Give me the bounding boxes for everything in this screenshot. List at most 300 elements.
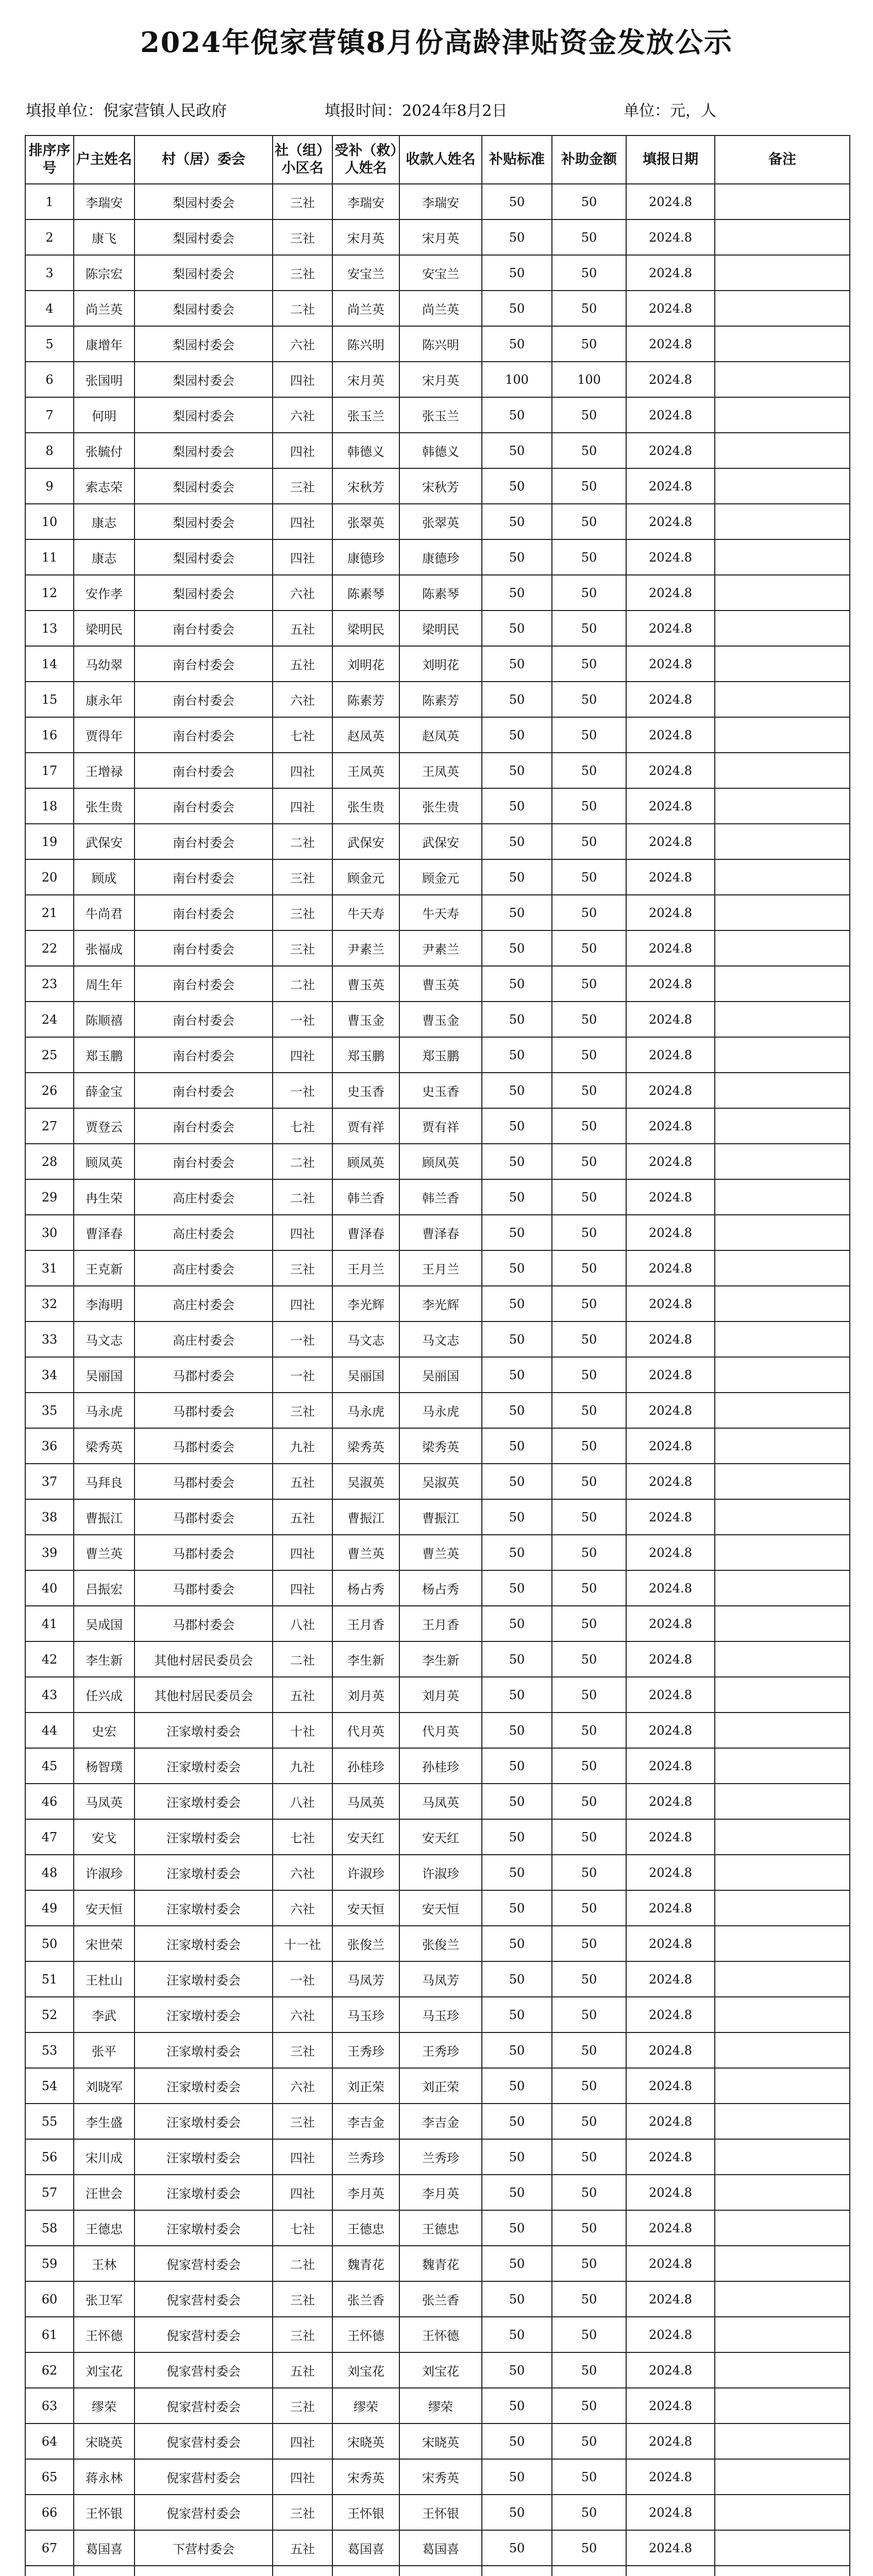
standard-cell: 50	[482, 1641, 552, 1677]
village-committee-cell: 倪家营村委会	[135, 2495, 273, 2530]
group-cell	[273, 2566, 332, 2576]
village-committee-cell: 南台村委会	[135, 611, 273, 646]
household-head-cell: 宋世荣	[74, 1926, 135, 1961]
household-head-cell: 李瑞安	[74, 184, 135, 219]
table-row	[25, 1570, 850, 1606]
household-head-cell: 康志	[74, 539, 135, 575]
remark-cell	[715, 433, 850, 468]
remark-cell	[715, 1570, 850, 1606]
table-row	[25, 2175, 850, 2210]
recipient-cell: 杨占秀	[332, 1570, 399, 1606]
household-head-cell: 何明	[74, 397, 135, 433]
table-row	[25, 2530, 850, 2566]
table-row	[25, 2388, 850, 2424]
recipient-cell: 代月英	[332, 1713, 399, 1748]
header-cell: 排序序号	[25, 135, 74, 184]
village-committee-cell: 其他村居民委员会	[135, 1677, 273, 1713]
seq-cell: 20	[25, 859, 74, 895]
group-cell: 二社	[273, 824, 332, 859]
payee-cell: 马文志	[399, 1321, 482, 1357]
amount-cell: 50	[552, 1464, 626, 1499]
table-row	[25, 895, 850, 930]
date-cell: 2024.8	[626, 1748, 715, 1784]
amount-cell: 50	[552, 1535, 626, 1570]
remark-cell	[715, 1890, 850, 1926]
date-cell: 2024.8	[626, 1499, 715, 1535]
amount-cell: 50	[552, 1357, 626, 1393]
payee-cell: 曹玉英	[399, 966, 482, 1002]
recipient-cell: 宋秀英	[332, 2459, 399, 2495]
seq-cell: 61	[25, 2317, 74, 2352]
recipient-cell: 王怀银	[332, 2495, 399, 2530]
payee-cell: 陈素琴	[399, 575, 482, 611]
recipient-cell: 马玉珍	[332, 1997, 399, 2032]
payee-cell: 马凤芳	[399, 1961, 482, 1997]
date-cell: 2024.8	[626, 2175, 715, 2210]
payee-cell: 宋晓英	[399, 2424, 482, 2459]
village-committee-cell: 梨园村委会	[135, 219, 273, 255]
seq-cell: 52	[25, 1997, 74, 2032]
village-committee-cell: 马郡村委会	[135, 1464, 273, 1499]
standard-cell: 50	[482, 859, 552, 895]
standard-cell: 50	[482, 219, 552, 255]
date-cell: 2024.8	[626, 1961, 715, 1997]
seq-cell: 37	[25, 1464, 74, 1499]
village-committee-cell: 汪家墩村委会	[135, 1961, 273, 1997]
standard-cell: 50	[482, 2424, 552, 2459]
standard-cell: 50	[482, 1961, 552, 1997]
amount-cell: 50	[552, 824, 626, 859]
payee-cell: 尚兰英	[399, 291, 482, 326]
recipient-cell: 兰秀珍	[332, 2139, 399, 2175]
table-row	[25, 1855, 850, 1890]
household-head-cell: 王克新	[74, 1250, 135, 1286]
village-committee-cell: 汪家墩村委会	[135, 1890, 273, 1926]
seq-cell: 51	[25, 1961, 74, 1997]
village-committee-cell: 倪家营村委会	[135, 2352, 273, 2388]
household-head-cell: 吕振宏	[74, 1570, 135, 1606]
village-committee-cell: 南台村委会	[135, 1002, 273, 1037]
table-row	[25, 859, 850, 895]
date-cell: 2024.8	[626, 2352, 715, 2388]
amount-cell: 50	[552, 895, 626, 930]
standard-cell	[482, 2566, 552, 2576]
group-cell: 一社	[273, 1321, 332, 1357]
recipient-cell: 康德珍	[332, 539, 399, 575]
amount-cell: 100	[552, 362, 626, 397]
household-head-cell: 顾凤英	[74, 1144, 135, 1179]
date-cell: 2024.8	[626, 1464, 715, 1499]
payee-cell: 梁明民	[399, 611, 482, 646]
group-cell: 二社	[273, 966, 332, 1002]
date-cell: 2024.8	[626, 2459, 715, 2495]
remark-cell	[715, 2246, 850, 2281]
standard-cell: 50	[482, 1890, 552, 1926]
village-committee-cell: 梨园村委会	[135, 468, 273, 504]
household-head-cell: 冉生荣	[74, 1179, 135, 1215]
standard-cell: 50	[482, 2495, 552, 2530]
village-committee-cell: 南台村委会	[135, 753, 273, 788]
payee-cell: 马永虎	[399, 1393, 482, 1428]
remark-cell	[715, 895, 850, 930]
amount-cell: 50	[552, 575, 626, 611]
village-committee-cell: 汪家墩村委会	[135, 1819, 273, 1855]
group-cell: 二社	[273, 1144, 332, 1179]
table-row	[25, 2104, 850, 2139]
seq-cell: 6	[25, 362, 74, 397]
payee-cell: 王月香	[399, 1606, 482, 1641]
amount-cell: 50	[552, 1144, 626, 1179]
remark-cell	[715, 255, 850, 291]
table-row	[25, 1393, 850, 1428]
payee-cell: 兰秀珍	[399, 2139, 482, 2175]
household-head-cell: 周生年	[74, 966, 135, 1002]
recipient-cell: 葛国喜	[332, 2530, 399, 2566]
amount-cell: 50	[552, 1073, 626, 1108]
header-cell: 受补（救）人姓名	[332, 135, 399, 184]
remark-cell	[715, 2175, 850, 2210]
table-row	[25, 1890, 850, 1926]
date-cell: 2024.8	[626, 1321, 715, 1357]
recipient-cell: 曹玉金	[332, 1002, 399, 1037]
remark-cell	[715, 2068, 850, 2104]
standard-cell: 50	[482, 2317, 552, 2352]
remark-cell	[715, 2566, 850, 2576]
group-cell: 五社	[273, 1499, 332, 1535]
group-cell: 三社	[273, 219, 332, 255]
household-head-cell: 张国明	[74, 362, 135, 397]
payee-cell: 张俊兰	[399, 1926, 482, 1961]
date-cell: 2024.8	[626, 859, 715, 895]
group-cell: 五社	[273, 2530, 332, 2566]
date-cell: 2024.8	[626, 2317, 715, 2352]
date-cell: 2024.8	[626, 326, 715, 362]
group-cell: 六社	[273, 326, 332, 362]
village-committee-cell	[135, 2566, 273, 2576]
seq-cell: 34	[25, 1357, 74, 1393]
remark-cell	[715, 859, 850, 895]
group-cell: 四社	[273, 362, 332, 397]
table-row	[25, 2566, 850, 2576]
village-committee-cell: 马郡村委会	[135, 1499, 273, 1535]
remark-cell	[715, 397, 850, 433]
table-row	[25, 1215, 850, 1250]
table-row	[25, 326, 850, 362]
standard-cell: 50	[482, 2032, 552, 2068]
date-cell: 2024.8	[626, 1250, 715, 1286]
header-cell: 备注	[715, 135, 850, 184]
header-cell: 补贴标准	[482, 135, 552, 184]
amount-cell: 50	[552, 468, 626, 504]
payee-cell: 宋月英	[399, 219, 482, 255]
table-row	[25, 753, 850, 788]
recipient-cell: 李生新	[332, 1641, 399, 1677]
amount-cell: 50	[552, 2246, 626, 2281]
date-cell: 2024.8	[626, 468, 715, 504]
village-committee-cell: 梨园村委会	[135, 575, 273, 611]
standard-cell: 50	[482, 2139, 552, 2175]
group-cell: 四社	[273, 1570, 332, 1606]
remark-cell	[715, 1393, 850, 1428]
date-cell: 2024.8	[626, 2139, 715, 2175]
table-row	[25, 2068, 850, 2104]
payee-cell: 马玉珍	[399, 1997, 482, 2032]
recipient-cell: 梁秀英	[332, 1428, 399, 1464]
group-cell: 三社	[273, 895, 332, 930]
date-cell: 2024.8	[626, 2388, 715, 2424]
seq-cell: 9	[25, 468, 74, 504]
payee-cell: 牛天寿	[399, 895, 482, 930]
recipient-cell: 张翠英	[332, 504, 399, 539]
remark-cell	[715, 1286, 850, 1321]
village-committee-cell: 马郡村委会	[135, 1535, 273, 1570]
table-row	[25, 1108, 850, 1144]
standard-cell: 50	[482, 2104, 552, 2139]
standard-cell: 50	[482, 1002, 552, 1037]
group-cell: 三社	[273, 859, 332, 895]
household-head-cell: 安戈	[74, 1819, 135, 1855]
payee-cell: 赵凤英	[399, 717, 482, 753]
group-cell: 四社	[273, 788, 332, 824]
recipient-cell: 宋月英	[332, 219, 399, 255]
village-committee-cell: 南台村委会	[135, 859, 273, 895]
remark-cell	[715, 184, 850, 219]
group-cell: 四社	[273, 1535, 332, 1570]
date-cell: 2024.8	[626, 1215, 715, 1250]
payee-cell: 王凤英	[399, 753, 482, 788]
standard-cell: 50	[482, 2388, 552, 2424]
seq-cell: 43	[25, 1677, 74, 1713]
standard-cell: 50	[482, 1855, 552, 1890]
group-cell: 二社	[273, 2246, 332, 2281]
group-cell: 一社	[273, 1961, 332, 1997]
recipient-cell: 王德忠	[332, 2210, 399, 2246]
group-cell: 五社	[273, 611, 332, 646]
standard-cell: 50	[482, 1037, 552, 1073]
village-committee-cell: 马郡村委会	[135, 1428, 273, 1464]
standard-cell: 50	[482, 1926, 552, 1961]
standard-cell: 50	[482, 2068, 552, 2104]
date-cell: 2024.8	[626, 1286, 715, 1321]
remark-cell	[715, 2139, 850, 2175]
payee-cell: 张生贵	[399, 788, 482, 824]
household-head-cell: 杨智璞	[74, 1748, 135, 1784]
seq-cell: 50	[25, 1926, 74, 1961]
recipient-cell: 张俊兰	[332, 1926, 399, 1961]
payee-cell: 李月英	[399, 2175, 482, 2210]
village-committee-cell: 南台村委会	[135, 682, 273, 717]
seq-cell: 57	[25, 2175, 74, 2210]
recipient-cell: 陈兴明	[332, 326, 399, 362]
amount-cell: 50	[552, 1215, 626, 1250]
standard-cell: 50	[482, 646, 552, 682]
recipient-cell: 吴丽国	[332, 1357, 399, 1393]
group-cell: 七社	[273, 1819, 332, 1855]
seq-cell: 26	[25, 1073, 74, 1108]
seq-cell: 18	[25, 788, 74, 824]
group-cell: 一社	[273, 1002, 332, 1037]
amount-cell: 50	[552, 682, 626, 717]
household-head-cell: 马幼翠	[74, 646, 135, 682]
payee-cell: 顾金元	[399, 859, 482, 895]
amount-cell: 50	[552, 1108, 626, 1144]
village-committee-cell: 高庄村委会	[135, 1286, 273, 1321]
unit-of-measure: 单位：元，人	[624, 102, 716, 120]
household-head-cell: 刘晓军	[74, 2068, 135, 2104]
recipient-cell: 曹玉英	[332, 966, 399, 1002]
remark-cell	[715, 682, 850, 717]
remark-cell	[715, 291, 850, 326]
amount-cell: 50	[552, 1784, 626, 1819]
recipient-cell: 韩兰香	[332, 1179, 399, 1215]
remark-cell	[715, 1428, 850, 1464]
remark-cell	[715, 1250, 850, 1286]
remark-cell	[715, 2281, 850, 2317]
seq-cell: 19	[25, 824, 74, 859]
village-committee-cell: 高庄村委会	[135, 1321, 273, 1357]
seq-cell: 32	[25, 1286, 74, 1321]
village-committee-cell: 汪家墩村委会	[135, 1997, 273, 2032]
amount-cell: 50	[552, 1570, 626, 1606]
payee-cell: 梁秀英	[399, 1428, 482, 1464]
recipient-cell: 刘月英	[332, 1677, 399, 1713]
amount-cell: 50	[552, 1037, 626, 1073]
standard-cell: 50	[482, 504, 552, 539]
seq-cell: 46	[25, 1784, 74, 1819]
date-cell: 2024.8	[626, 2530, 715, 2566]
household-head-cell: 陈顺禧	[74, 1002, 135, 1037]
village-committee-cell: 梨园村委会	[135, 362, 273, 397]
seq-cell: 16	[25, 717, 74, 753]
recipient-cell: 李光辉	[332, 1286, 399, 1321]
household-head-cell: 葛国喜	[74, 2530, 135, 2566]
standard-cell: 50	[482, 2210, 552, 2246]
amount-cell	[552, 2566, 626, 2576]
village-committee-cell: 南台村委会	[135, 824, 273, 859]
recipient-cell: 王秀珍	[332, 2032, 399, 2068]
remark-cell	[715, 1108, 850, 1144]
group-cell: 三社	[273, 930, 332, 966]
remark-cell	[715, 1997, 850, 2032]
date-cell: 2024.8	[626, 184, 715, 219]
date-cell: 2024.8	[626, 1606, 715, 1641]
table-row	[25, 1748, 850, 1784]
date-cell: 2024.8	[626, 2068, 715, 2104]
payee-cell: 曹泽春	[399, 1215, 482, 1250]
household-head-cell: 牛尚君	[74, 895, 135, 930]
village-committee-cell: 汪家墩村委会	[135, 2104, 273, 2139]
payee-cell: 康德珍	[399, 539, 482, 575]
table-row	[25, 611, 850, 646]
household-head-cell: 郑玉鹏	[74, 1037, 135, 1073]
group-cell: 三社	[273, 255, 332, 291]
amount-cell: 50	[552, 1321, 626, 1357]
header-cell: 户主姓名	[74, 135, 135, 184]
date-cell: 2024.8	[626, 1393, 715, 1428]
amount-cell: 50	[552, 184, 626, 219]
village-committee-cell: 南台村委会	[135, 895, 273, 930]
amount-cell: 50	[552, 326, 626, 362]
amount-cell: 50	[552, 255, 626, 291]
date-cell: 2024.8	[626, 1179, 715, 1215]
recipient-cell: 孙桂珍	[332, 1748, 399, 1784]
village-committee-cell: 梨园村委会	[135, 255, 273, 291]
group-cell: 三社	[273, 2495, 332, 2530]
recipient-cell: 缪荣	[332, 2388, 399, 2424]
table-row	[25, 2246, 850, 2281]
amount-cell: 50	[552, 1997, 626, 2032]
village-committee-cell: 高庄村委会	[135, 1179, 273, 1215]
seq-cell: 33	[25, 1321, 74, 1357]
payee-cell: 韩兰香	[399, 1179, 482, 1215]
group-cell: 六社	[273, 1890, 332, 1926]
village-committee-cell: 汪家墩村委会	[135, 1748, 273, 1784]
amount-cell: 50	[552, 2317, 626, 2352]
date-cell: 2024.8	[626, 1641, 715, 1677]
seq-cell: 38	[25, 1499, 74, 1535]
household-head-cell: 王怀德	[74, 2317, 135, 2352]
seq-cell: 53	[25, 2032, 74, 2068]
village-committee-cell: 汪家墩村委会	[135, 2210, 273, 2246]
table-row	[25, 1037, 850, 1073]
seq-cell: 47	[25, 1819, 74, 1855]
remark-cell	[715, 1606, 850, 1641]
household-head-cell: 薛金宝	[74, 1073, 135, 1108]
payee-cell: 吴淑英	[399, 1464, 482, 1499]
seq-cell: 30	[25, 1215, 74, 1250]
village-committee-cell: 倪家营村委会	[135, 2388, 273, 2424]
recipient-cell: 史玉香	[332, 1073, 399, 1108]
date-cell: 2024.8	[626, 1073, 715, 1108]
amount-cell: 50	[552, 788, 626, 824]
household-head-cell: 李武	[74, 1997, 135, 2032]
remark-cell	[715, 1321, 850, 1357]
recipient-cell: 马文志	[332, 1321, 399, 1357]
table-row	[25, 646, 850, 682]
payee-cell: 王怀德	[399, 2317, 482, 2352]
standard-cell: 50	[482, 255, 552, 291]
group-cell: 六社	[273, 1997, 332, 2032]
group-cell: 六社	[273, 682, 332, 717]
amount-cell: 50	[552, 966, 626, 1002]
village-committee-cell: 南台村委会	[135, 1108, 273, 1144]
recipient-cell: 曹兰英	[332, 1535, 399, 1570]
standard-cell: 50	[482, 1464, 552, 1499]
remark-cell	[715, 611, 850, 646]
amount-cell: 50	[552, 2459, 626, 2495]
date-cell: 2024.8	[626, 1819, 715, 1855]
date-cell: 2024.8	[626, 1037, 715, 1073]
village-committee-cell: 梨园村委会	[135, 504, 273, 539]
standard-cell: 100	[482, 362, 552, 397]
seq-cell: 36	[25, 1428, 74, 1464]
group-cell: 四社	[273, 539, 332, 575]
recipient-cell	[332, 2566, 399, 2576]
standard-cell: 50	[482, 1606, 552, 1641]
recipient-cell: 安天红	[332, 1819, 399, 1855]
household-head-cell: 王林	[74, 2246, 135, 2281]
payee-cell: 许淑珍	[399, 1855, 482, 1890]
standard-cell: 50	[482, 1535, 552, 1570]
remark-cell	[715, 468, 850, 504]
recipient-cell: 牛天寿	[332, 895, 399, 930]
amount-cell: 50	[552, 1926, 626, 1961]
payee-cell: 张兰香	[399, 2281, 482, 2317]
household-head-cell: 王杜山	[74, 1961, 135, 1997]
seq-cell: 31	[25, 1250, 74, 1286]
standard-cell: 50	[482, 2281, 552, 2317]
village-committee-cell: 汪家墩村委会	[135, 1855, 273, 1890]
